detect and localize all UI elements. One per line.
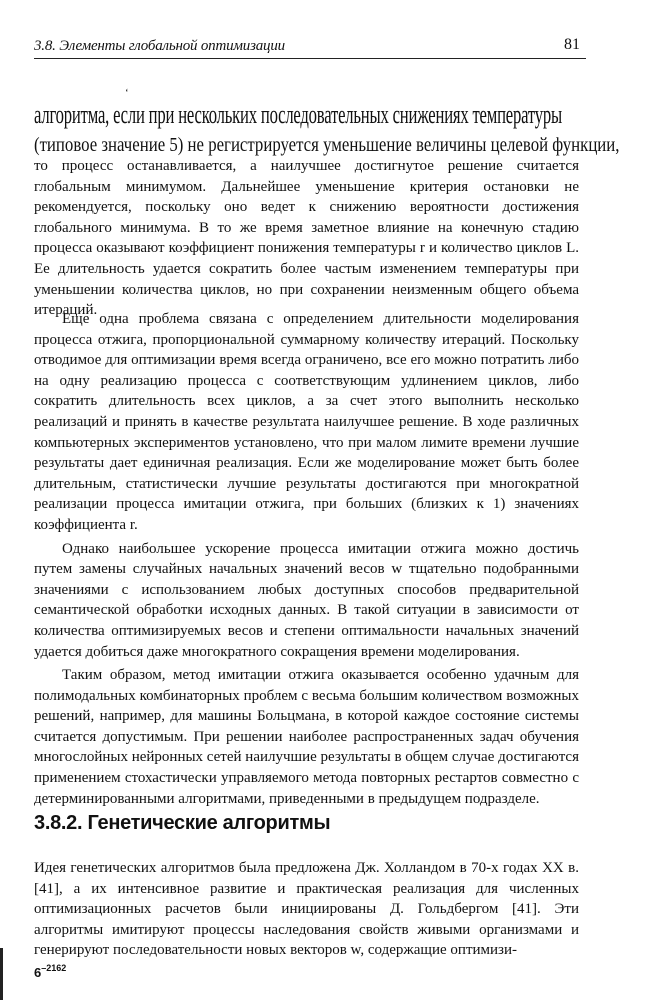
- paragraph-1: то процесс останавливается, а наилучшее достигнутое решение считается глобальным минимумом. Дальнейшее уменьшение критерия остановки не рекомендуется, поскольку оно ведет к снижению вероятности достижения глобального минимума. В то же время заметное влияние на конечную стадию процесса оказывают коэффициент понижения температуры r и количество циклов L. Ее длительность удается сократить более частым изменением температуры при уменьшении количества циклов, но при сохранении неизменным общего объема итераций.: [34, 158, 579, 319]
- running-title: 3.8. Элементы глобальной оптимизации: [34, 38, 285, 54]
- paragraph-4: Таким образом, метод имитации отжига оказывается особенно удачным для полимодальных комбинаторных проблем с весьма большим количеством возможных решений, например, для машины Больцмана, в которой каждое состояние системы считается допустимым. При решении наиболее распространенных задач обучения многослойных нейронных сетей наилучшие результаты в общем случае достигаются применением стохастически управляемого метода повторных рестартов совместно с детерминированными алгоритмами, приведенными в предыдущем подразделе.: [34, 667, 579, 807]
- continuation-line-1: алгоритма, если при нескольких последовательных снижениях температуры: [34, 100, 562, 129]
- page-number: 81: [564, 36, 580, 53]
- stray-mark: ʻ: [125, 87, 129, 99]
- page-edge-mark: [0, 948, 3, 1000]
- section-heading: 3.8.2. Генетические алгоритмы: [34, 812, 331, 834]
- signature-number: 6: [34, 965, 42, 980]
- continuation-line-2: (типовое значение 5) не регистрируется уменьшение величины целевой функции,: [34, 134, 620, 156]
- signature-suffix: –2162: [41, 963, 67, 973]
- section-body: [34, 858, 579, 961]
- body-text: [34, 156, 579, 809]
- running-head: [34, 36, 586, 59]
- paragraph-2: Еще одна проблема связана с определением длительности моделирования процесса отжига, пропорциональной суммарному количеству итераций. Поскольку отводимое для оптимизации время всегда ограничено, все его можно потратить либо на одну реализацию процесса с соответствующим удлинением циклов, либо сократить длительность всех циклов, а за счет этого выполнить несколько реализаций и принять в качестве результата наилучшее решение. В ходе различных компьютерных экспериментов установлено, что при малом лимите времени лучшие результаты дает единичная реализация. Если же моделирование может быть более длительным, статистически лучшие результаты достигаются при многократной реализации процесса имитации отжига, при больших (близких к 1) значениях коэффициента r.: [34, 311, 579, 533]
- paragraph-3: Однако наибольшее ускорение процесса имитации отжига можно достичь путем замены случайных начальных значений весов w тщательно подобранными значениями с использованием любых доступных способов предварительной семантической обработки исходных данных. В такой ситуации в зависимости от количества оптимизируемых весов и степени оптимальности начальных значений удается добиться даже многократного сокращения времени моделирования.: [34, 540, 579, 660]
- section-paragraph: Идея генетических алгоритмов была предложена Дж. Холландом в 70-х годах XX в. [41], а их интенсивное развитие и практическая реализация для численных оптимизационных расчетов были инициированы Д. Гольдбергом [41]. Эти алгоритмы имитируют процессы наследования свойств живыми организмами и генерируют последовательности новых векторов w, содержащие оптимизи-: [34, 860, 579, 959]
- printer-signature: [34, 963, 66, 980]
